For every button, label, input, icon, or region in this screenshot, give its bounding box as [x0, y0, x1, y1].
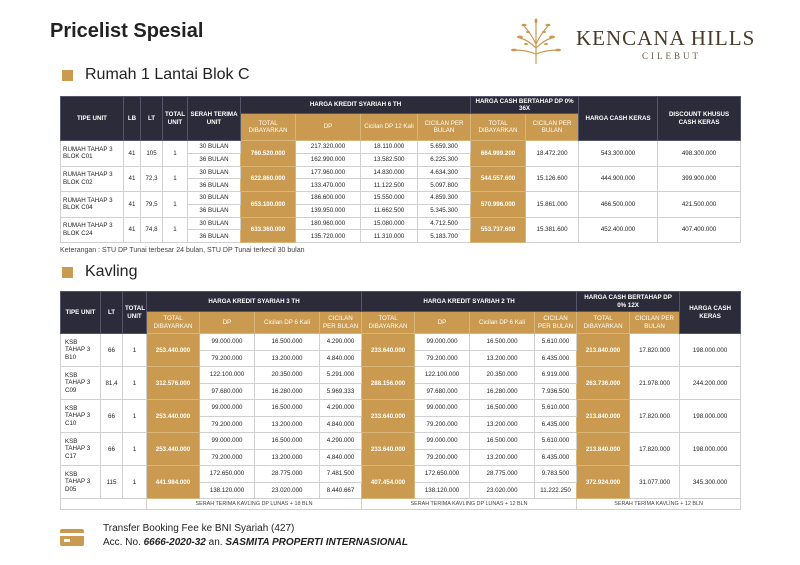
cicilan-value: 4.634.300: [418, 166, 471, 179]
unit-lb: 41: [124, 192, 141, 218]
header-total-unit: TOTAL UNIT: [163, 97, 188, 141]
k3-cicilan: 8.440.667: [320, 482, 362, 499]
k3-cicilan-dp: 16.500.000: [255, 433, 320, 450]
k3-cicilan-dp: 16.280.000: [255, 383, 320, 400]
section-title-text: Kavling: [85, 263, 138, 280]
unit-total: 1: [163, 141, 188, 167]
dp-value: 186.600.000: [296, 192, 361, 205]
section-title-text: Rumah 1 Lantai Blok C: [85, 66, 250, 83]
unit-type: KSB TAHAP 3 D05: [61, 466, 101, 499]
unit-lt: 66: [101, 334, 123, 367]
card-chip: [64, 539, 70, 542]
k3-cicilan-dp: 13.200.000: [255, 350, 320, 367]
k2-cicilan: 11.222.250: [535, 482, 577, 499]
serah-terima: 36 BULAN: [188, 204, 241, 217]
cash-total: 263.736.000: [577, 367, 630, 400]
k3-cicilan: 5.291.000: [320, 367, 362, 384]
cash-keras: 444.900.000: [579, 166, 658, 192]
cicilan-dp-value: 15.080.000: [361, 217, 418, 230]
k2-dp: 97.680.000: [415, 383, 470, 400]
k3-cicilan: 4.290.000: [320, 433, 362, 450]
unit-lt: 105: [141, 141, 163, 167]
cicilan-value: 4.712.500: [418, 217, 471, 230]
cash-keras: 198.000.000: [680, 433, 741, 466]
footer-cash: SERAH TERIMA KAVLING + 12 BLN: [577, 499, 741, 510]
discount-value: 407.400.000: [658, 217, 741, 243]
dp-value: 135.720.000: [296, 230, 361, 243]
cicilan-value: 5.659.300: [418, 141, 471, 154]
cash-total: 213.840.000: [577, 334, 630, 367]
cash-keras: 452.400.000: [579, 217, 658, 243]
k2-dp: 79.200.000: [415, 350, 470, 367]
k2-total: 233.640.000: [362, 334, 415, 367]
serah-terima: 30 BULAN: [188, 166, 241, 179]
cicilan-value: 5.097.800: [418, 179, 471, 192]
k2-cicilan: 5.610.000: [535, 400, 577, 417]
credit-card-icon: [60, 529, 84, 546]
k3-cicilan-dp: 16.500.000: [255, 334, 320, 351]
k2-dp: 122.100.000: [415, 367, 470, 384]
k3-cicilan: 4.840.000: [320, 449, 362, 466]
header-total-dibayarkan: TOTAL DIBAYARKAN: [147, 312, 200, 334]
header-dp: DP: [200, 312, 255, 334]
unit-lt: 81,4: [101, 367, 123, 400]
k2-cicilan-dp: 13.200.000: [470, 350, 535, 367]
cash-cicilan: 31.077.000: [630, 466, 680, 499]
header-cash-cicilan: CICILAN PER BULAN: [526, 114, 579, 141]
cicilan-dp-value: 15.550.000: [361, 192, 418, 205]
header-cash-keras: HARGA CASH KERAS: [579, 97, 658, 141]
unit-type: KSB TAHAP 3 B10: [61, 334, 101, 367]
unit-total: 1: [163, 192, 188, 218]
dp-value: 177.960.000: [296, 166, 361, 179]
serah-terima: 30 BULAN: [188, 141, 241, 154]
cash-total: 553.737.600: [471, 217, 526, 243]
table-row: [61, 466, 741, 483]
dp-value: 217.320.000: [296, 141, 361, 154]
k2-dp: 172.650.000: [415, 466, 470, 483]
table-row: [61, 166, 741, 179]
k2-cicilan: 6.435.000: [535, 449, 577, 466]
cash-cicilan: 21.978.000: [630, 367, 680, 400]
account-number: 6666-2020-32: [143, 537, 206, 548]
header-total-dibayarkan: TOTAL DIBAYARKAN: [362, 312, 415, 334]
account-info: [103, 537, 408, 548]
tree-logo-icon: [506, 18, 566, 66]
total-dibayarkan: 622.860.000: [241, 166, 296, 192]
cash-keras: 198.000.000: [680, 334, 741, 367]
k2-cicilan-dp: 20.350.000: [470, 367, 535, 384]
brand-location: CILEBUT: [642, 51, 701, 61]
cicilan-dp-value: 18.110.000: [361, 141, 418, 154]
k3-total: 253.440.000: [147, 433, 200, 466]
discount-value: 399.900.000: [658, 166, 741, 192]
footer-k2: SERAH TERIMA KAVLING DP LUNAS + 12 BLN: [362, 499, 577, 510]
unit-total: 1: [163, 166, 188, 192]
header-cicilan-bulan: CICILAN PER BULAN: [418, 114, 471, 141]
total-dibayarkan: 760.520.000: [241, 141, 296, 167]
serah-terima: 36 BULAN: [188, 153, 241, 166]
serah-terima: 30 BULAN: [188, 217, 241, 230]
header-cash-total: TOTAL DIBAYARKAN: [471, 114, 526, 141]
header-dp: DP: [415, 312, 470, 334]
cicilan-value: 4.859.300: [418, 192, 471, 205]
brand-name: KENCANA HILLS: [576, 26, 756, 50]
k2-cicilan-dp: 16.280.000: [470, 383, 535, 400]
cash-keras: 345.300.000: [680, 466, 741, 499]
k2-cicilan: 5.610.000: [535, 433, 577, 450]
unit-total: 1: [123, 466, 147, 499]
unit-lb: 41: [124, 166, 141, 192]
k3-dp: 138.120.000: [200, 482, 255, 499]
k3-dp: 122.100.000: [200, 367, 255, 384]
header-lb: LB: [124, 97, 141, 141]
cash-cicilan: 17.820.000: [630, 400, 680, 433]
unit-type: KSB TAHAP 3 C10: [61, 400, 101, 433]
k3-cicilan-dp: 13.200.000: [255, 449, 320, 466]
serah-terima: 30 BULAN: [188, 192, 241, 205]
k2-total: 233.640.000: [362, 400, 415, 433]
header-cash-group: HARGA CASH BERTAHAP DP 0% 36X: [471, 97, 579, 114]
cash-total: 372.924.000: [577, 466, 630, 499]
cash-keras: 543.300.000: [579, 141, 658, 167]
k2-dp: 79.200.000: [415, 416, 470, 433]
unit-type: RUMAH TAHAP 3 BLOK C01: [61, 141, 124, 167]
total-dibayarkan: 653.100.000: [241, 192, 296, 218]
k3-dp: 172.650.000: [200, 466, 255, 483]
header-cicilan-dp: Cicilan DP 6 Kali: [255, 312, 320, 334]
header-cicilan-bulan: CICILAN PER BULAN: [320, 312, 362, 334]
serah-terima: 36 BULAN: [188, 230, 241, 243]
k2-cicilan: 6.435.000: [535, 350, 577, 367]
header-discount: DISCOUNT KHUSUS CASH KERAS: [658, 97, 741, 141]
unit-type: KSB TAHAP 3 C09: [61, 367, 101, 400]
dp-value: 162.990.000: [296, 153, 361, 166]
dp-value: 133.470.000: [296, 179, 361, 192]
k3-cicilan: 4.290.000: [320, 334, 362, 351]
unit-lb: 41: [124, 217, 141, 243]
discount-value: 498.300.000: [658, 141, 741, 167]
cicilan-dp-value: 13.582.500: [361, 153, 418, 166]
table-row: [61, 334, 741, 351]
k2-total: 233.640.000: [362, 433, 415, 466]
rumah-price-table: [60, 96, 741, 243]
k2-cicilan-dp: 16.500.000: [470, 433, 535, 450]
k3-cicilan: 4.290.000: [320, 400, 362, 417]
cash-cicilan: 17.820.000: [630, 433, 680, 466]
k2-total: 407.454.000: [362, 466, 415, 499]
cicilan-value: 5.183.700: [418, 230, 471, 243]
unit-total: 1: [123, 433, 147, 466]
section-bullet-icon: [62, 70, 73, 81]
header-cicilan-dp: Cicilan DP 6 Kali: [470, 312, 535, 334]
unit-lt: 115: [101, 466, 123, 499]
unit-lt: 79,5: [141, 192, 163, 218]
k3-cicilan: 4.840.000: [320, 416, 362, 433]
section-bullet-icon: [62, 267, 73, 278]
table-note: Keterangan : STU DP Tunai terbesar 24 bulan, STU DP Tunai terkecil 30 bulan: [60, 247, 305, 254]
k2-cicilan: 6.435.000: [535, 416, 577, 433]
k2-cicilan: 9.783.500: [535, 466, 577, 483]
k3-dp: 97.680.000: [200, 383, 255, 400]
cash-keras: 466.500.000: [579, 192, 658, 218]
table-row: [61, 217, 741, 230]
unit-type: RUMAH TAHAP 3 BLOK C24: [61, 217, 124, 243]
table-row: [61, 433, 741, 450]
k2-cicilan-dp: 16.500.000: [470, 334, 535, 351]
unit-lt: 66: [101, 433, 123, 466]
header-serah-terima: SERAH TERIMA UNIT: [188, 97, 241, 141]
k2-dp: 79.200.000: [415, 449, 470, 466]
dp-value: 139.950.000: [296, 204, 361, 217]
k2-cicilan: 6.919.000: [535, 367, 577, 384]
transfer-info: Transfer Booking Fee ke BNI Syariah (427): [103, 523, 295, 534]
cicilan-dp-value: 11.122.500: [361, 179, 418, 192]
unit-type: RUMAH TAHAP 3 BLOK C04: [61, 192, 124, 218]
table-row: [61, 400, 741, 417]
k3-dp: 99.000.000: [200, 334, 255, 351]
cash-keras: 198.000.000: [680, 400, 741, 433]
header-cicilan-bulan: CICILAN PER BULAN: [535, 312, 577, 334]
k3-cicilan: 5.969.333: [320, 383, 362, 400]
table-row: [61, 192, 741, 205]
unit-lt: 66: [101, 400, 123, 433]
header-tipe-unit: TIPE UNIT: [61, 292, 101, 334]
k3-total: 253.440.000: [147, 400, 200, 433]
k3-total: 253.440.000: [147, 334, 200, 367]
k3-total: 441.984.000: [147, 466, 200, 499]
unit-total: 1: [123, 367, 147, 400]
unit-type: KSB TAHAP 3 C17: [61, 433, 101, 466]
cicilan-dp-value: 14.830.000: [361, 166, 418, 179]
section-title-rumah: [62, 66, 250, 84]
header-cash-group: HARGA CASH BERTAHAP DP 0% 12X: [577, 292, 680, 312]
header-total-dibayarkan: TOTAL DIBAYARKAN: [241, 114, 296, 141]
serah-terima: 36 BULAN: [188, 179, 241, 192]
cash-cicilan: 17.820.000: [630, 334, 680, 367]
unit-type: RUMAH TAHAP 3 BLOK C02: [61, 166, 124, 192]
table-row: [61, 141, 741, 154]
header-kredit-group: HARGA KREDIT SYARIAH 6 TH: [241, 97, 471, 114]
k2-cicilan: 5.610.000: [535, 334, 577, 351]
header-kredit3-group: HARGA KREDIT SYARIAH 3 TH: [147, 292, 362, 312]
header-lt: LT: [101, 292, 123, 334]
k3-cicilan-dp: 13.200.000: [255, 416, 320, 433]
k2-dp: 138.120.000: [415, 482, 470, 499]
cash-total: 570.996.000: [471, 192, 526, 218]
k3-cicilan: 7.481.500: [320, 466, 362, 483]
section-title-kavling: [62, 263, 137, 281]
k2-cicilan-dp: 16.500.000: [470, 400, 535, 417]
header-cash-total: TOTAL DIBAYARKAN: [577, 312, 630, 334]
k3-cicilan: 4.840.000: [320, 350, 362, 367]
cash-total: 213.840.000: [577, 400, 630, 433]
cicilan-dp-value: 11.662.500: [361, 204, 418, 217]
k2-total: 288.156.000: [362, 367, 415, 400]
cash-keras: 244.200.000: [680, 367, 741, 400]
header-cash-keras: HARGA CASH KERAS: [680, 292, 741, 334]
cash-total: 544.557.600: [471, 166, 526, 192]
k3-total: 312.576.000: [147, 367, 200, 400]
table-footer-row: [61, 499, 741, 510]
table-row: [61, 367, 741, 384]
dp-value: 180.960.000: [296, 217, 361, 230]
k2-cicilan: 7.936.500: [535, 383, 577, 400]
brand-logo: [506, 18, 756, 68]
discount-value: 421.500.000: [658, 192, 741, 218]
k3-dp: 99.000.000: [200, 433, 255, 450]
account-name: SASMITA PROPERTI INTERNASIONAL: [225, 537, 408, 548]
header-kredit2-group: HARGA KREDIT SYARIAH 2 TH: [362, 292, 577, 312]
k3-dp: 79.200.000: [200, 449, 255, 466]
an-prefix: an.: [208, 537, 223, 548]
unit-lt: 72,3: [141, 166, 163, 192]
header-total-unit: TOTAL UNIT: [123, 292, 147, 334]
header-tipe-unit: TIPE UNIT: [61, 97, 124, 141]
footer-k3: SERAH TERIMA KAVLING DP LUNAS + 18 BLN: [147, 499, 362, 510]
cash-cicilan: 15.381.600: [526, 217, 579, 243]
k2-cicilan-dp: 13.200.000: [470, 449, 535, 466]
cash-cicilan: 15.861.000: [526, 192, 579, 218]
k2-cicilan-dp: 13.200.000: [470, 416, 535, 433]
k3-cicilan-dp: 23.020.000: [255, 482, 320, 499]
unit-total: 1: [123, 400, 147, 433]
cicilan-dp-value: 11.310.000: [361, 230, 418, 243]
k3-cicilan-dp: 20.350.000: [255, 367, 320, 384]
k3-dp: 99.000.000: [200, 400, 255, 417]
k2-cicilan-dp: 28.775.000: [470, 466, 535, 483]
unit-lb: 41: [124, 141, 141, 167]
cash-cicilan: 15.126.600: [526, 166, 579, 192]
kavling-price-table: [60, 291, 741, 510]
k3-dp: 79.200.000: [200, 416, 255, 433]
cash-total: 664.999.200: [471, 141, 526, 167]
page-title: Pricelist Spesial: [50, 20, 204, 42]
unit-lt: 74,8: [141, 217, 163, 243]
cash-total: 213.840.000: [577, 433, 630, 466]
k2-dp: 99.000.000: [415, 433, 470, 450]
k2-dp: 99.000.000: [415, 334, 470, 351]
header-cicilan-dp: Cicilan DP 12 Kali: [361, 114, 418, 141]
k3-cicilan-dp: 28.775.000: [255, 466, 320, 483]
k3-cicilan-dp: 16.500.000: [255, 400, 320, 417]
cicilan-value: 6.225.300: [418, 153, 471, 166]
footer-spacer: [61, 499, 147, 510]
k2-cicilan-dp: 23.020.000: [470, 482, 535, 499]
header-dp: DP: [296, 114, 361, 141]
unit-total: 1: [163, 217, 188, 243]
acc-prefix: Acc. No.: [103, 537, 141, 548]
k2-dp: 99.000.000: [415, 400, 470, 417]
cicilan-value: 5.345.300: [418, 204, 471, 217]
header-cash-cicilan: CICILAN PER BULAN: [630, 312, 680, 334]
k3-dp: 79.200.000: [200, 350, 255, 367]
cash-cicilan: 18.472.200: [526, 141, 579, 167]
header-lt: LT: [141, 97, 163, 141]
unit-total: 1: [123, 334, 147, 367]
total-dibayarkan: 633.360.000: [241, 217, 296, 243]
card-stripe: [60, 533, 84, 536]
